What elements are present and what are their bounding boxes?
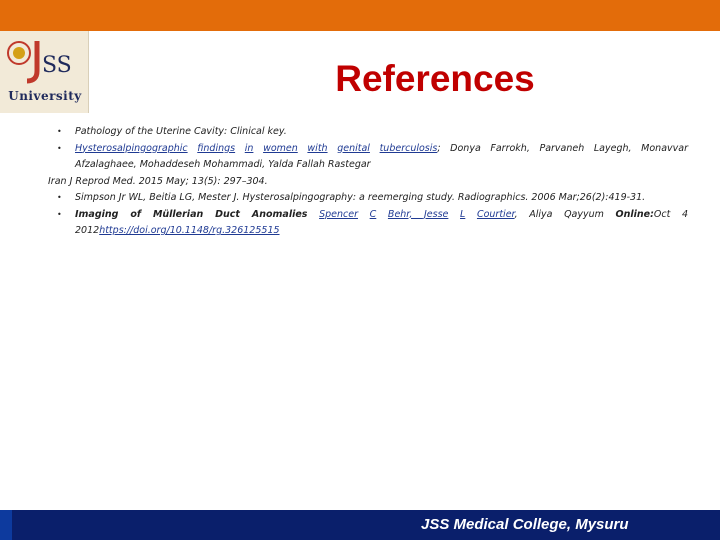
reference-link-word[interactable]: tuberculosis (379, 142, 438, 154)
reference-item (48, 124, 688, 141)
footer-accent (0, 510, 12, 540)
bullet-icon: • (57, 143, 62, 153)
reference-year: 2012 (75, 225, 100, 236)
online-label: Online: (615, 208, 654, 220)
reference-item (48, 207, 688, 240)
reference-link-word[interactable]: with (307, 142, 328, 154)
reference-link-word[interactable]: findings (197, 142, 236, 154)
references-list (48, 124, 688, 240)
reference-text: Simpson Jr WL, Beitia LG, Mester J. Hysterosalpingography: a reemerging study. Radiographics. 2006 Mar;26(2):419-31. (75, 192, 646, 203)
reference-link-word[interactable]: genital (337, 142, 370, 154)
reference-authors: ; Donya Farrokh, Parvaneh Layegh, Monavvar (437, 142, 688, 154)
reference-authors-continued: Afzalaghaee, Mohaddeseh Mohammadi, Yalda Fallah Rastegar (75, 159, 371, 170)
online-date: Oct 4 (653, 208, 688, 220)
header-accent-bar (0, 0, 720, 31)
university-logo (0, 31, 89, 113)
slide-title: References (335, 58, 535, 99)
doi-link[interactable]: https://doi.org/10.1148/rg.326125515 (99, 225, 280, 236)
reference-doi-line (48, 223, 688, 240)
reference-line (48, 207, 688, 224)
author-link[interactable]: Behr, Jesse (387, 208, 449, 220)
reference-link-word[interactable]: Hysterosalpingographic (75, 142, 188, 154)
author-link[interactable]: Spencer (319, 208, 358, 220)
footer-text: JSS Medical College, Mysuru (421, 516, 629, 533)
reference-text: Pathology of the Uterine Cavity: Clinical key. (75, 126, 287, 137)
reference-authors: , Aliya Qayyum (514, 208, 604, 220)
reference-item (48, 190, 688, 207)
reference-link-word[interactable]: women (263, 142, 298, 154)
bullet-icon: • (57, 193, 62, 202)
author-link[interactable]: C (369, 208, 377, 220)
logo-wordmark: University (8, 89, 82, 103)
reference-title: Imaging of Müllerian Duct Anomalies (75, 208, 308, 220)
bullet-icon: • (57, 209, 62, 219)
bullet-icon: • (57, 127, 62, 136)
svg-text:SS: SS (42, 53, 72, 78)
author-link[interactable]: Courtier (476, 208, 515, 220)
footer-bar (0, 510, 720, 540)
reference-journal: Iran J Reprod Med. 2015 May; 13(5): 297–304. (48, 175, 268, 187)
reference-item (48, 141, 688, 191)
reference-line (48, 141, 688, 158)
author-link[interactable]: L (460, 208, 466, 220)
reference-link-word[interactable]: in (244, 142, 254, 154)
